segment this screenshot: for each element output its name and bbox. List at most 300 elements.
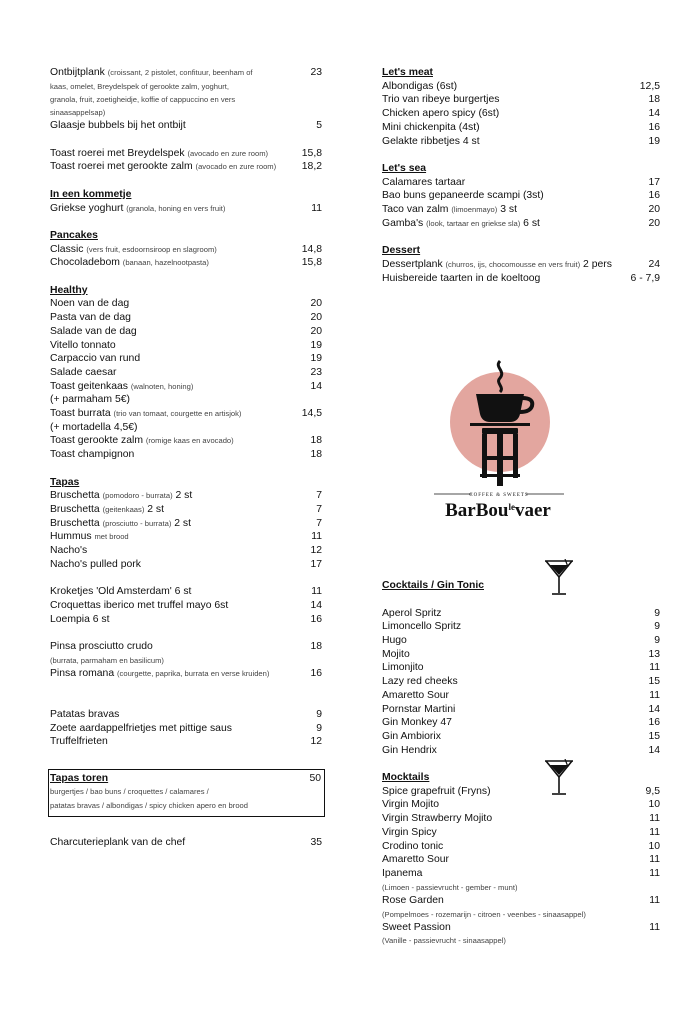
menu-item	[382, 203, 660, 217]
item-description: kaas, omelet, Breydelspek of gerookte zalm, yoghurt,	[50, 81, 229, 91]
menu-item-price: 12,5	[639, 80, 660, 92]
menu-item-name-wrap	[50, 256, 302, 270]
menu-item-name: Crodino tonic	[382, 840, 444, 852]
menu-item-quantity: 3 st	[500, 204, 517, 216]
item-supplement: (+ parmaham 5€)	[50, 394, 130, 406]
menu-item-name: Aperol Spritz	[382, 607, 442, 619]
cocktail-glass-icon	[545, 759, 573, 797]
menu-item-name-wrap	[382, 730, 648, 744]
menu-item-name: Ipanema	[382, 867, 423, 879]
menu-item-name-wrap	[382, 853, 649, 867]
spacer	[50, 694, 322, 708]
menu-item-name-wrap	[50, 352, 310, 366]
menu-item-name: Spice grapefruit (Fryns)	[382, 785, 491, 797]
menu-item	[382, 217, 660, 231]
item-description: granola, fruit, zoetigheidje, koffie of cappuccino en vers	[50, 94, 236, 104]
menu-item-name: Ontbijtplank	[50, 67, 105, 78]
menu-item-name: Salade caesar	[50, 366, 117, 378]
menu-item-name: Toast geitenkaas	[50, 380, 128, 392]
spacer	[382, 757, 660, 771]
bar-stool-icon	[482, 428, 518, 434]
menu-item-name-wrap	[50, 599, 310, 613]
menu-item-name-wrap	[50, 325, 310, 339]
menu-item	[50, 544, 322, 558]
menu-item	[50, 503, 322, 517]
menu-item-price: 20	[310, 312, 322, 324]
menu-item-name-wrap	[50, 503, 316, 517]
menu-item-price: 11	[649, 662, 660, 674]
menu-item-detail: (granola, honing en vers fruit)	[126, 203, 226, 213]
menu-item-name-wrap	[382, 176, 648, 190]
menu-item-detail: (romige kaas en avocado)	[145, 436, 234, 446]
menu-item-name: Griekse yoghurt	[50, 202, 124, 214]
menu-item-detail: (churros, ijs, chocomousse en vers fruit)	[445, 259, 581, 269]
menu-item-name-wrap	[50, 544, 310, 558]
menu-item-name-wrap	[50, 558, 310, 572]
menu-item	[382, 135, 660, 149]
item-description: sinaasappelsap)	[50, 108, 106, 118]
menu-item	[50, 407, 322, 421]
menu-item-name: Virgin Spicy	[382, 826, 437, 838]
menu-item-price: 20	[648, 217, 660, 229]
menu-item-price: 50	[309, 772, 321, 784]
menu-item-name: Salade van de dag	[50, 325, 137, 337]
menu-item	[382, 661, 660, 675]
section-heading-pancakes: Pancakes	[50, 229, 98, 241]
section-heading-tapas: Tapas	[50, 476, 80, 488]
menu-item	[50, 558, 322, 572]
section-heading-mocktails: Mocktails	[382, 772, 430, 784]
menu-item-name-wrap	[50, 297, 310, 311]
section-heading-cocktails-gin-tonic: Cocktails / Gin Tonic	[382, 580, 484, 592]
spacer	[50, 749, 322, 763]
menu-item	[382, 176, 660, 190]
menu-item-name: Gin Ambiorix	[382, 730, 441, 742]
menu-item-name: Bruschetta	[50, 517, 100, 529]
menu-right-bottom	[382, 579, 660, 947]
menu-item-name: Nacho's	[50, 545, 88, 557]
menu-item	[50, 667, 322, 681]
menu-item-name-wrap	[382, 135, 648, 149]
menu-item-name: Pornstar Martini	[382, 703, 456, 715]
menu-item-name: Zoete aardappelfrietjes met pittige saus	[50, 722, 232, 734]
menu-item-price: 20	[310, 298, 322, 310]
menu-item-price: 16	[310, 613, 322, 625]
menu-item-name: Gamba's	[382, 217, 424, 229]
menu-item-quantity: 2 pers	[583, 258, 612, 270]
menu-item	[50, 517, 322, 531]
menu-item	[382, 121, 660, 135]
menu-item-name-wrap	[382, 867, 649, 881]
menu-item-name-wrap	[382, 689, 649, 703]
menu-item-name: Toast roerei met Breydelspek	[50, 147, 185, 159]
menu-item	[382, 703, 660, 717]
menu-item	[382, 620, 660, 634]
menu-item-price: 11	[311, 202, 322, 214]
menu-item	[50, 339, 322, 353]
menu-item-detail: (avocado en zure room)	[187, 148, 269, 158]
menu-item	[50, 434, 322, 448]
menu-item-name: Albondigas (6st)	[382, 80, 458, 92]
barboulevaer-logo	[414, 356, 582, 526]
menu-item-name: Gin Monkey 47	[382, 717, 452, 729]
menu-item	[382, 812, 660, 826]
menu-item	[382, 93, 660, 107]
menu-item-name-wrap	[50, 407, 302, 421]
menu-item-price: 11	[649, 854, 660, 866]
menu-item	[50, 708, 322, 722]
menu-item-name: Toast burrata	[50, 408, 111, 420]
menu-item	[50, 202, 322, 216]
menu-item	[382, 744, 660, 758]
menu-item	[382, 867, 660, 881]
menu-item-price: 18	[310, 449, 322, 461]
menu-item-price: 11	[649, 826, 660, 838]
menu-item-price: 9	[654, 621, 660, 633]
menu-item	[50, 599, 322, 613]
menu-item-price: 9	[316, 722, 322, 734]
menu-item-detail: (croissant, 2 pistolet, confituur, beenham of	[107, 68, 253, 77]
menu-item-name-wrap	[50, 119, 316, 133]
menu-item-name: Classic	[50, 243, 84, 255]
menu-item	[382, 258, 660, 272]
menu-item-name: Gelakte ribbetjes 4 st	[382, 135, 480, 147]
menu-item-name-wrap	[382, 703, 648, 717]
menu-item-price: 19	[310, 353, 322, 365]
logo-tagline: COFFEE & SWEETS	[469, 493, 529, 498]
menu-item	[382, 730, 660, 744]
menu-item	[50, 147, 322, 161]
coffee-cup-icon	[476, 394, 524, 422]
menu-item-price: 13	[648, 648, 660, 660]
menu-item-name-wrap	[50, 243, 302, 257]
menu-item	[382, 675, 660, 689]
menu-item	[50, 66, 322, 80]
menu-left-column	[50, 66, 322, 850]
menu-item-name: Bruschetta	[50, 503, 100, 515]
menu-item-name-wrap	[50, 735, 310, 749]
menu-item-name: Mojito	[382, 648, 410, 660]
item-supplement: (+ mortadella 4,5€)	[50, 421, 138, 433]
menu-item-name: Pinsa prosciutto crudo	[50, 640, 153, 652]
menu-item	[382, 607, 660, 621]
menu-item-name-wrap	[50, 380, 310, 394]
menu-item-name-wrap	[50, 517, 316, 531]
menu-item-name: Chicken apero spicy (6st)	[382, 108, 500, 120]
logo-wordmark: BarBou$^{le}$vaer	[445, 500, 551, 521]
menu-item	[50, 352, 322, 366]
menu-item-name: Amaretto Sour	[382, 689, 449, 701]
menu-item	[50, 613, 322, 627]
menu-item-name: Noen van de dag	[50, 298, 130, 310]
menu-item-price: 18	[310, 435, 322, 447]
menu-item	[50, 119, 322, 133]
menu-item-name-wrap	[382, 826, 649, 840]
menu-item-name: Hummus	[50, 531, 92, 543]
menu-item-name-wrap	[50, 613, 310, 627]
menu-item-name: Toast roerei met gerookte zalm	[50, 161, 193, 173]
menu-item-name-wrap	[382, 189, 648, 203]
menu-item-name: Nacho's pulled pork	[50, 558, 141, 570]
menu-item	[50, 311, 322, 325]
menu-item-price: 15,8	[301, 257, 322, 269]
menu-item-name-wrap	[382, 675, 648, 689]
menu-item-name-wrap	[382, 607, 654, 621]
spacer	[50, 462, 322, 476]
menu-item-price: 15,8	[301, 147, 322, 159]
menu-item-name-wrap	[382, 648, 648, 662]
menu-item-name: Sweet Passion	[382, 921, 451, 933]
menu-item-price: 18,2	[301, 161, 322, 173]
menu-item	[382, 853, 660, 867]
item-description: (burrata, parmaham en basilicum)	[50, 655, 164, 665]
menu-item-detail: (limoenmayo)	[451, 205, 498, 215]
section-heading-let-s-meat: Let's meat	[382, 67, 433, 78]
menu-item	[382, 785, 660, 799]
menu-item-name-wrap	[50, 836, 310, 850]
menu-item-price: 7	[316, 503, 322, 515]
menu-item-price: 9,5	[645, 785, 660, 797]
menu-item-quantity: 6 st	[523, 217, 540, 229]
menu-item-name-wrap	[382, 840, 648, 854]
menu-item-name: Lazy red cheeks	[382, 676, 458, 688]
menu-item-price: 15	[648, 730, 660, 742]
menu-item	[50, 489, 322, 503]
item-description: (Vanille - passievrucht - sinaasappel)	[382, 936, 506, 946]
menu-item-quantity: 2 st	[174, 517, 191, 529]
menu-item-name-wrap	[50, 448, 310, 462]
menu-item-name: Carpaccio van rund	[50, 353, 141, 365]
item-description: (Pompelmoes - rozemarijn - citroen - veenbes - sinaasappel)	[382, 909, 586, 919]
spacer	[50, 626, 322, 640]
menu-item-name-wrap	[50, 311, 310, 325]
spacer	[382, 593, 660, 607]
menu-item-detail: (vers fruit, esdoornsiroop en slagroom)	[86, 244, 217, 254]
cocktail-glass-icon	[545, 559, 573, 597]
item-description: (Limoen - passievrucht - gember - munt)	[382, 882, 518, 892]
menu-item-price: 16	[648, 190, 660, 202]
menu-item-name-wrap	[382, 620, 654, 634]
menu-item-price: 18	[310, 640, 322, 652]
menu-item-price: 10	[648, 840, 660, 852]
menu-item-name-wrap	[382, 258, 648, 272]
menu-item	[50, 380, 322, 394]
menu-item-price: 14,8	[301, 243, 322, 255]
menu-item-name-wrap	[50, 202, 311, 216]
menu-item	[50, 366, 322, 380]
menu-item-name-wrap	[50, 667, 310, 681]
menu-item-detail: met brood	[94, 532, 129, 542]
menu-item-price: 6 - 7,9	[630, 272, 660, 284]
menu-item-name: Loempia 6 st	[50, 613, 110, 625]
menu-item-name: Croquettas iberico met truffel mayo 6st	[50, 599, 229, 611]
menu-item-name: Truffelfrieten	[50, 736, 108, 748]
menu-item-name: Pinsa romana	[50, 667, 115, 679]
menu-item-price: 14	[648, 108, 660, 120]
menu-item	[50, 325, 322, 339]
menu-item-name-wrap	[50, 585, 311, 599]
spacer	[382, 230, 660, 244]
menu-item-price: 17	[648, 176, 660, 188]
menu-item	[382, 648, 660, 662]
menu-item-name: Bruschetta	[50, 490, 100, 502]
menu-item-name-wrap	[50, 530, 311, 544]
menu-item-name-wrap	[50, 434, 310, 448]
menu-item-name: Limoncello Spritz	[382, 621, 462, 633]
menu-item-price: 12	[310, 736, 322, 748]
tapas-toren-description: patatas bravas / albondigas / spicy chicken apero en brood	[50, 801, 248, 810]
menu-item-price: 35	[310, 837, 322, 849]
menu-item-name: Toast champignon	[50, 449, 135, 461]
section-heading-let-s-sea: Let's sea	[382, 162, 427, 174]
menu-item-name-wrap	[50, 640, 310, 654]
menu-item-name-wrap	[50, 489, 316, 503]
section-heading-in-een-kommetje: In een kommetje	[50, 188, 132, 200]
tapas-toren-title: Tapas toren	[50, 772, 109, 784]
menu-item-price: 7	[316, 517, 322, 529]
menu-item	[50, 160, 322, 174]
menu-item-name: Virgin Strawberry Mojito	[382, 813, 493, 825]
menu-item-name: Trio van ribeye burgertjes	[382, 94, 500, 106]
menu-item	[50, 772, 321, 786]
menu-item-name: Kroketjes 'Old Amsterdam' 6 st	[50, 586, 192, 598]
menu-right-top	[382, 66, 660, 285]
menu-item-price: 14	[310, 599, 322, 611]
menu-item-name-wrap	[382, 203, 648, 217]
menu-item-name: Bao buns gepaneerde scampi (3st)	[382, 190, 544, 202]
menu-item-name-wrap	[382, 785, 646, 799]
menu-item-name-wrap	[382, 798, 648, 812]
menu-item	[382, 798, 660, 812]
menu-item	[50, 836, 322, 850]
spacer	[50, 681, 322, 695]
menu-item-name: Hugo	[382, 635, 407, 647]
menu-item	[50, 243, 322, 257]
menu-item-price: 15	[648, 676, 660, 688]
menu-item-name: Rose Garden	[382, 894, 444, 906]
menu-item-name-wrap	[382, 217, 648, 231]
menu-item-price: 20	[648, 204, 660, 216]
menu-item-name: Mini chickenpita (4st)	[382, 121, 480, 133]
menu-item-detail: (banaan, hazelnootpasta)	[122, 258, 209, 268]
menu-item-price: 14,5	[301, 408, 322, 420]
menu-item-detail: (look, tartaar en griekse sla)	[426, 218, 521, 228]
menu-item-name: Pasta van de dag	[50, 312, 131, 324]
menu-item-name: Toast gerookte zalm	[50, 435, 143, 447]
menu-item	[382, 689, 660, 703]
menu-item	[382, 272, 660, 286]
menu-item	[50, 530, 322, 544]
menu-item-detail: (walnoten, honing)	[130, 381, 194, 391]
menu-item-name: Patatas bravas	[50, 708, 120, 720]
menu-item-detail: (pomodoro - burrata)	[102, 491, 173, 501]
menu-item-detail: (trio van tomaat, courgette en artisjok)	[113, 409, 242, 419]
menu-item-price: 16	[648, 717, 660, 729]
menu-item-price: 20	[310, 325, 322, 337]
menu-item-price: 9	[654, 607, 660, 619]
spacer	[50, 133, 322, 147]
spacer	[50, 174, 322, 188]
spacer	[50, 215, 322, 229]
menu-item	[50, 585, 322, 599]
menu-item-name-wrap	[382, 744, 648, 758]
menu-item-name: Virgin Mojito	[382, 799, 439, 811]
menu-item-name-wrap	[382, 921, 649, 935]
menu-item	[382, 80, 660, 94]
menu-item-name-wrap	[50, 708, 316, 722]
menu-item	[382, 716, 660, 730]
menu-item-name-wrap	[50, 366, 310, 380]
menu-item	[50, 256, 322, 270]
menu-item-name: Vitello tonnato	[50, 339, 116, 351]
menu-item-name-wrap	[382, 812, 649, 826]
menu-item-quantity: 2 st	[175, 490, 193, 502]
tapas-toren-box	[48, 769, 325, 817]
menu-item-name: Calamares tartaar	[382, 176, 466, 188]
menu-item-price: 10	[648, 799, 660, 811]
menu-item-detail: (avocado en zure room)	[195, 162, 277, 172]
menu-item-name-wrap	[50, 147, 302, 161]
menu-item-price: 17	[310, 558, 322, 570]
menu-item-name-wrap	[50, 339, 310, 353]
menu-item-name-wrap	[382, 107, 648, 121]
menu-item-price: 11	[311, 531, 322, 543]
menu-item	[50, 640, 322, 654]
menu-item	[50, 448, 322, 462]
menu-item-name-wrap	[50, 722, 316, 736]
menu-item	[382, 634, 660, 648]
spacer	[382, 148, 660, 162]
menu-item-price: 7	[316, 490, 322, 502]
menu-item-name: Glaasje bubbels bij het ontbijt	[50, 120, 186, 132]
spacer	[50, 571, 322, 585]
menu-item-price: 14	[648, 703, 660, 715]
menu-item-price: 11	[649, 813, 660, 825]
menu-item-price: 14	[648, 744, 660, 756]
menu-item-name: Dessertplank	[382, 258, 443, 270]
menu-item-price: 16	[648, 121, 660, 133]
menu-item-name-wrap	[382, 716, 648, 730]
menu-item	[382, 189, 660, 203]
menu-item	[382, 894, 660, 908]
menu-item-name: Gin Hendrix	[382, 744, 437, 756]
menu-item-name: Charcuterieplank van de chef	[50, 837, 186, 849]
menu-item-price: 19	[310, 339, 322, 351]
menu-item-price: 23	[310, 366, 322, 378]
menu-item-name-wrap	[382, 894, 649, 908]
menu-item-price: 11	[311, 586, 322, 598]
menu-item-detail: (courgette, paprika, burrata en verse kruiden)	[117, 668, 270, 678]
menu-item-detail: (prosciutto - burrata)	[102, 518, 172, 528]
menu-item-name-wrap	[382, 93, 648, 107]
menu-item-price: 5	[316, 120, 322, 132]
menu-item	[382, 921, 660, 935]
menu-item-price: 11	[649, 867, 660, 879]
menu-item-name-wrap	[50, 66, 310, 80]
menu-item-name: Limonjito	[382, 662, 424, 674]
spacer	[50, 817, 322, 831]
menu-item-price: 14	[310, 380, 322, 392]
menu-item-price: 24	[648, 258, 660, 270]
menu-item-price: 9	[316, 708, 322, 720]
menu-item-name-wrap	[382, 661, 649, 675]
menu-item-price: 19	[648, 135, 660, 147]
menu-item-detail: (geitenkaas)	[102, 504, 145, 514]
menu-item-price: 11	[649, 689, 660, 701]
menu-item	[50, 297, 322, 311]
section-heading-healthy: Healthy	[50, 284, 88, 296]
menu-item-price: 9	[654, 635, 660, 647]
